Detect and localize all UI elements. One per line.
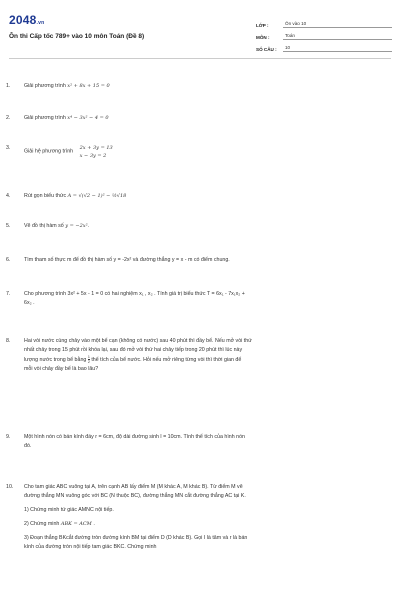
meta-count-row (256, 40, 392, 52)
worksheet-header (0, 0, 400, 52)
exam-meta (256, 16, 392, 52)
equation-system (80, 144, 113, 160)
question-1 (6, 82, 374, 91)
logo-tld: .vn (36, 20, 45, 26)
question-number: 3. (6, 145, 11, 151)
part-3-line-1: 3) Đoạn thẳng BKcắt đường tròn đường kính BM tại điểm D (D khác B). Gọi I là tâm và r là bán (24, 535, 248, 541)
part-2-text: 2) Chứng minh (24, 521, 60, 527)
question-math: x² + 8x + 15 = 0 (67, 83, 110, 89)
fraction-one-half: $\frac{1}{2}$ (87, 355, 90, 364)
part-3-text: kính của đường tròn nội tiếp tam giác BKC. Chứng minh (24, 544, 157, 550)
question-text-line-2: đường thẳng MN vuông góc với BC (N thuộc BC), đường thẳng MN cắt đường thẳng AC tại K. (24, 493, 246, 499)
question-number: 8. (6, 338, 11, 344)
question-text: Giải phương trình (24, 115, 66, 121)
question-math: A = √(√2 − 1)² − ½√18 (67, 193, 127, 199)
question-math: y = −2x². (65, 223, 90, 229)
question-5 (6, 222, 374, 231)
question-text-line-4: mỗi vòi chảy đầy bể là bao lâu? (24, 365, 99, 372)
question-number: 9. (6, 434, 11, 440)
part-2-math: ABK = ACM . (60, 521, 95, 527)
header-divider (9, 58, 391, 59)
meta-subject-row (256, 28, 392, 40)
line-3-end: thể tích của bể nước. Hỏi nếu mở riêng từng vòi thì thời gian để (91, 356, 242, 363)
count-value: 10 (283, 45, 392, 52)
question-4 (6, 192, 374, 201)
subject-label: MÔN : (256, 35, 270, 40)
line-3-start: lượng nước trong bể bằng (24, 356, 87, 363)
question-math: x⁴ − 3x² − 4 = 0 (67, 115, 109, 121)
part-2 (24, 520, 374, 529)
class-value: Ôn vào 10 (283, 21, 392, 28)
question-number: 10. (6, 484, 14, 490)
question-3 (6, 144, 374, 160)
question-10 (6, 483, 374, 552)
subject-value: Toán (283, 33, 392, 40)
question-number: 7. (6, 291, 11, 297)
question-text: Tìm tham số thực m để đồ thị hàm số y = -2x² và đường thẳng y = x - m có điểm chung. (24, 257, 230, 263)
question-number: 2. (6, 115, 11, 121)
part-1: 1) Chứng minh tứ giác AMNC nội tiếp. (24, 507, 114, 513)
question-text: Giải hệ phương trình (24, 148, 74, 155)
question-text-line-2: đó. (24, 443, 32, 449)
question-text: Vẽ đồ thị hàm số (24, 223, 64, 229)
class-label: LỚP : (256, 23, 269, 28)
question-number: 4. (6, 193, 11, 199)
question-number: 1. (6, 83, 11, 89)
question-text: Rút gọn biểu thức (24, 193, 67, 199)
exam-title: Ôn thi Cấp tốc 789+ vào 10 môn Toán (Đề 8) (9, 33, 145, 40)
meta-class-row (256, 16, 392, 28)
count-label: SỐ CÂU : (256, 47, 277, 52)
part-3-line-2 (24, 543, 374, 552)
question-number: 5. (6, 223, 11, 229)
question-6 (6, 256, 374, 265)
question-text-line-1: Hai vòi nước cùng chảy vào một bể cạn (không có nước) sau 40 phút thì đầy bể. Nếu mở vòi thứ (24, 338, 252, 344)
question-text-line-1: Cho tam giác ABC vuông tại A, trên cạnh AB lấy điểm M (M khác A, M khác B). Từ điểm M vẽ (24, 484, 243, 490)
question-text-line-1: Cho phương trình 3x² + 5x - 1 = 0 có hai nghiệm x₁ , x₂ . Tính giá trị biểu thức T = 6x₁ - 7x₁x₂ + (24, 291, 245, 297)
question-text-line-2: nhất chảy trong 15 phút rồi khóa lại, sau đó mở vòi thứ hai chảy tiếp trong 20 phút thì lúc này (24, 347, 243, 353)
equation-1: 2x + 3y = 13 (79, 145, 113, 151)
site-logo[interactable] (9, 13, 44, 27)
logo-text: 2048 (9, 13, 37, 27)
question-text-line-3 (24, 355, 374, 365)
question-number: 6. (6, 257, 11, 263)
question-7 (6, 290, 374, 308)
question-text-line-2: 6x₂ . (24, 300, 35, 306)
question-text: Giải phương trình (24, 83, 66, 89)
equation-2: x − 3y = 2 (79, 153, 107, 159)
question-2 (6, 114, 374, 123)
question-text-line-1: Một hình nón có bán kính đáy r = 6cm, độ dài đường sinh l = 10cm. Tính thể tích của hình nón (24, 434, 245, 440)
question-9 (6, 433, 374, 451)
question-8 (6, 337, 374, 374)
